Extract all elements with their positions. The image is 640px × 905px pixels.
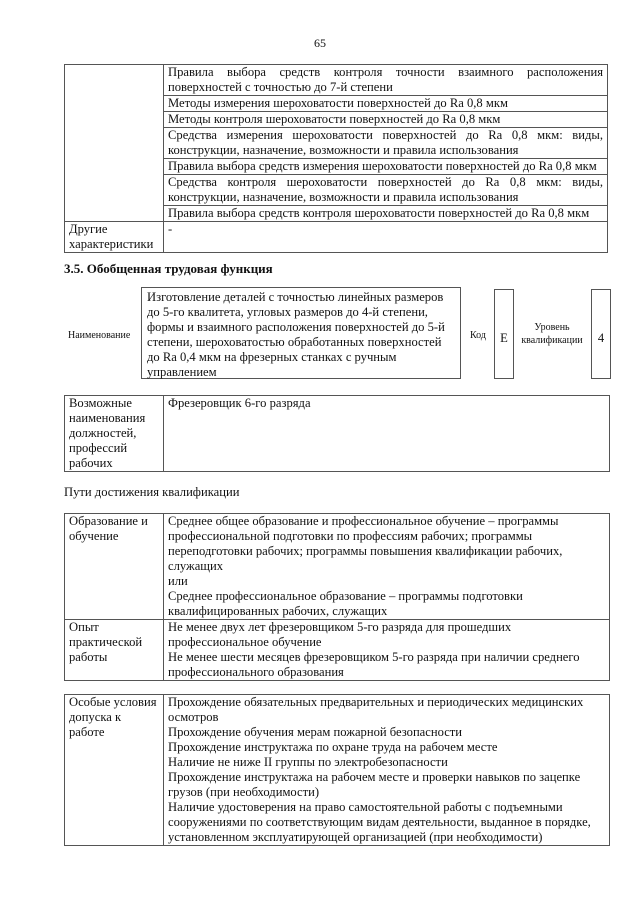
line: Прохождение обязательных предварительных и периодических медицинских осмотров	[168, 695, 584, 724]
table-row	[65, 514, 610, 620]
section-heading: 3.5. Обобщенная трудовая функция	[64, 261, 273, 276]
code-label: Код	[470, 330, 486, 341]
knowledge-item: Правила выбора средств контроля точности взаимного расположения поверхностей с точностью до 7-й степени	[164, 65, 608, 96]
row-label: Особые условия допуска к работе	[65, 695, 164, 846]
knowledge-item: Правила выбора средств измерения шероховатости поверхностей до Ra 0,8 мкм	[164, 159, 608, 175]
row-value	[164, 514, 610, 620]
level-label: Уровень квалификации	[521, 322, 583, 346]
line: Прохождение обучения мерам пожарной безопасности	[168, 725, 463, 739]
row-value: Фрезеровщик 6-го разряда	[164, 396, 610, 472]
knowledge-item: Средства измерения шероховатости поверхностей до Ra 0,8 мкм: виды, конструкции, назначение, возможности и правила использования	[164, 128, 608, 159]
positions-table	[64, 395, 610, 472]
row-label: Образование и обучение	[65, 514, 164, 620]
line: Наличие не ниже II группы по электробезопасности	[168, 755, 448, 769]
line: Наличие удостоверения на право самостоятельной работы с подъемными сооружениями по соответствующим видам деятельности, выданное в порядке, установленном эксплуатирующей организацией (при необходимости)	[168, 800, 591, 844]
table-row	[65, 65, 608, 96]
table-row	[65, 620, 610, 681]
knowledge-item: Методы контроля шероховатости поверхностей до Ra 0,8 мкм	[164, 112, 608, 128]
level-box: 4	[591, 289, 611, 379]
line: или	[168, 574, 188, 588]
line: Среднее общее образование и профессиональное обучение – программы профессиональной подготовки по профессиям рабочих; программы переподготовки рабочих; программы повышения квалификации рабочих, служащих	[168, 514, 563, 573]
line: Не менее двух лет фрезеровщиком 5-го разряда для прошедших профессиональное обучение	[168, 620, 512, 649]
table-row	[65, 695, 610, 846]
line: Среднее профессиональное образование – программы подготовки квалифицированных рабочих, служащих	[168, 589, 523, 618]
code-box: E	[494, 289, 514, 379]
row-label: Опыт практической работы	[65, 620, 164, 681]
function-name-box: Изготовление деталей с точностью линейных размеров до 5-го квалитета, угловых размеров до 4-й степени, формы и взаимного расположения поверхностей до 5-й степени, шероховатостью обработанных поверхностей до Ra 0,4 мкм на фрезерных станках с ручным управлением	[141, 287, 461, 379]
qualification-table	[64, 513, 610, 681]
row-value: -	[164, 222, 608, 253]
line: Не менее шести месяцев фрезеровщиком 5-го разряда при наличии среднего профессионального образования	[168, 650, 580, 679]
knowledge-item: Правила выбора средств контроля шероховатости поверхностей до Ra 0,8 мкм	[164, 206, 608, 222]
row-value	[164, 620, 610, 681]
paths-title: Пути достижения квалификации	[64, 485, 240, 499]
admission-table	[64, 694, 610, 846]
row-label	[65, 65, 164, 222]
row-label: Возможные наименования должностей, профессий рабочих	[65, 396, 164, 472]
line: Прохождение инструктажа по охране труда на рабочем месте	[168, 740, 498, 754]
page-number: 65	[314, 36, 326, 50]
knowledge-table	[64, 64, 608, 253]
row-value	[164, 695, 610, 846]
table-row	[65, 222, 608, 253]
row-label: Другие характеристики	[65, 222, 164, 253]
line: Прохождение инструктажа на рабочем месте и проверки навыков по зацепке грузов (при необходимости)	[168, 770, 581, 799]
name-label: Наименование	[68, 330, 131, 341]
table-row	[65, 396, 610, 472]
knowledge-item: Методы измерения шероховатости поверхностей до Ra 0,8 мкм	[164, 96, 608, 112]
knowledge-item: Средства контроля шероховатости поверхностей до Ra 0,8 мкм: виды, конструкции, назначение, возможности и правила использования	[164, 175, 608, 206]
